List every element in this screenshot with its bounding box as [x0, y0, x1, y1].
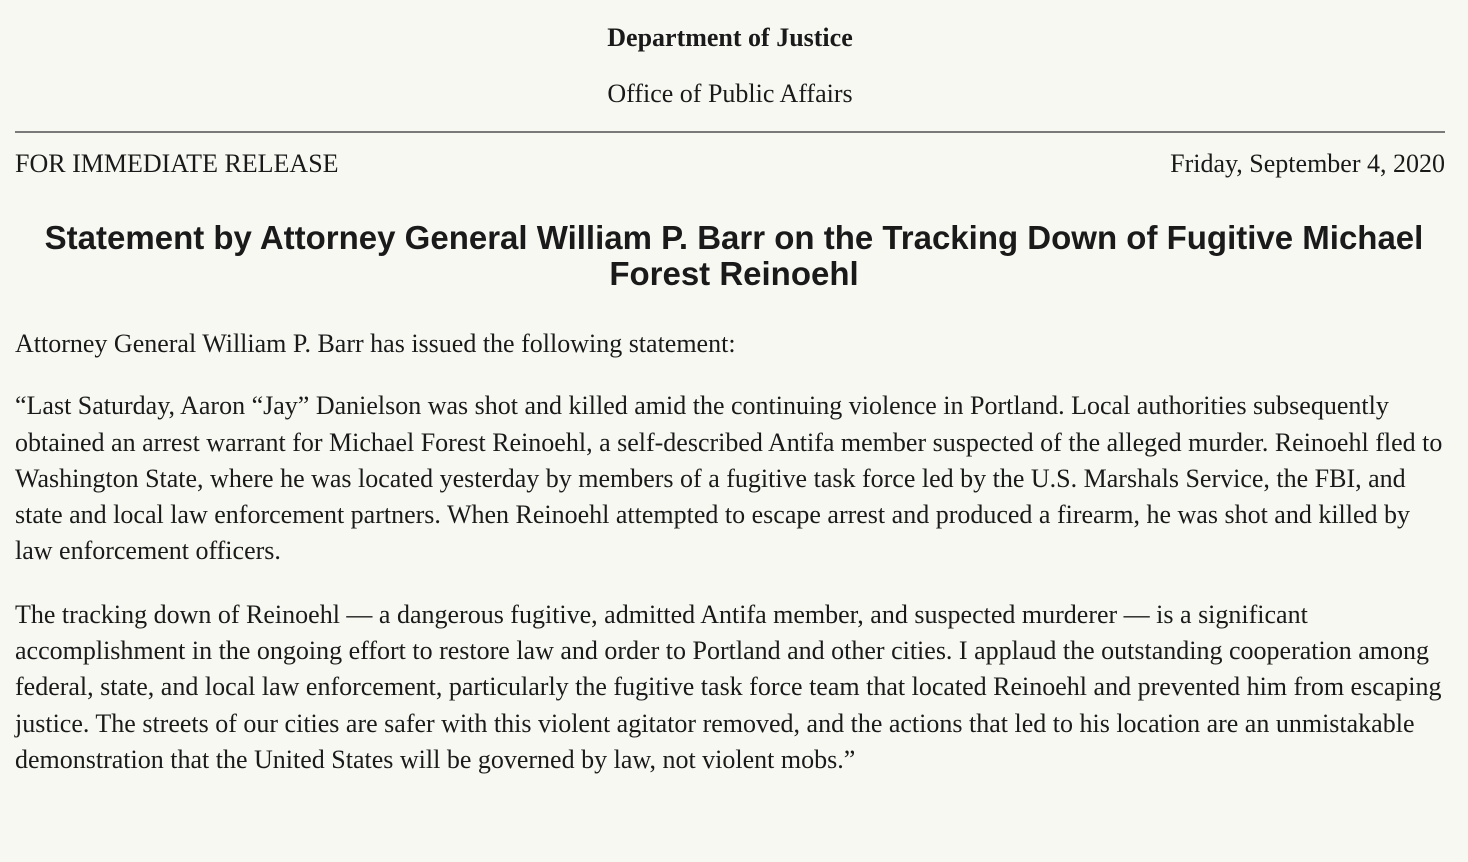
release-date: Friday, September 4, 2020: [1170, 149, 1445, 178]
release-row: [15, 147, 1445, 181]
release-label: FOR IMMEDIATE RELEASE: [15, 149, 339, 178]
intro-paragraph: Attorney General William P. Barr has issued the following statement:: [15, 329, 736, 358]
office-name: Office of Public Affairs: [607, 79, 853, 108]
agency-name: Department of Justice: [607, 23, 853, 52]
statement-paragraph-1: “Last Saturday, Aaron “Jay” Danielson was shot and killed amid the continuing violence in Portland. Local authorities subsequently obtained an arrest warrant for Michael Forest Reinoehl, a self-described Antifa member suspected of the alleged murder. Reinoehl fled to Washington State, where he was located yesterday by members of a fugitive task force led by the U.S. Marshals Service, the FBI, and state and local law enforcement partners. When Reinoehl attempted to escape arrest and produced a firearm, he was shot and killed by law enforcement officers.: [15, 391, 1443, 566]
statement-paragraph-2: The tracking down of Reinoehl — a dangerous fugitive, admitted Antifa member, and suspected murderer — is a significant accomplishment in the ongoing effort to restore law and order to Portland and other cities. I applaud the outstanding cooperation among federal, state, and local law enforcement, particularly the fugitive task force team that located Reinoehl and prevented him from escaping justice. The streets of our cities are safer with this violent agitator removed, and the actions that led to his location are an unmistakable demonstration that the United States will be governed by law, not violent mobs.”: [15, 599, 1442, 774]
header-divider: [15, 131, 1445, 133]
article-title: Statement by Attorney General William P. Barr on the Tracking Down of Fugitive Michael Forest Reinoehl: [44, 219, 1424, 292]
